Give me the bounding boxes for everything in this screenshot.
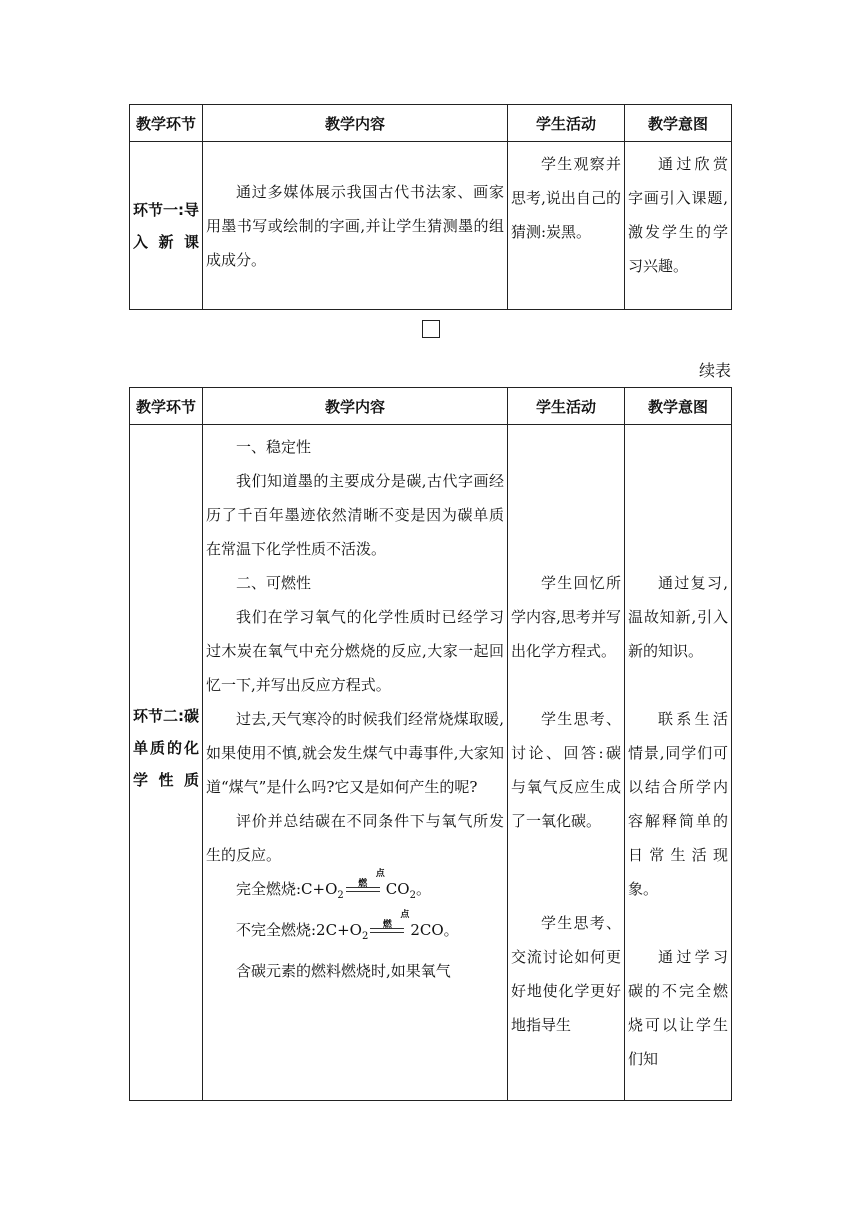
intent-cell (625, 142, 732, 310)
reaction-condition-arrow: 点燃 (370, 923, 404, 937)
activity-text: 学生思考、讨论、回答:碳与氧气反应生成了一氧化碳。 (511, 710, 621, 830)
section-heading-combustibility: 二、可燃性 (236, 574, 312, 592)
reaction-condition-arrow: 点燃 (346, 882, 380, 896)
intent-text: 通过复习,温故知新,引入新的知识。 (628, 574, 728, 660)
content-paragraph: 我们在学习氧气的化学性质时已经学习过木炭在氧气中充分燃烧的反应,大家一起回忆一下,并写出反应方程式。 (206, 608, 504, 694)
header-activity: 学生活动 (508, 388, 625, 425)
activity-text: 学生观察并思考,说出自己的猜测:炭黑。 (511, 155, 621, 241)
table-row (130, 425, 732, 1101)
intent-text: 通过学习碳的不完全燃烧可以让学生们知 (628, 948, 728, 1068)
activity-cell (508, 142, 625, 310)
intent-text: 联系生活情景,同学们可以结合所学内容解释简单的日常生活现象。 (628, 710, 728, 898)
continued-label: 续表 (698, 361, 731, 380)
table-header-row (130, 388, 732, 425)
intent-text: 通过欣赏字画引入课题,激发学生的学习兴趣。 (628, 155, 728, 275)
header-content: 教学内容 (203, 105, 508, 142)
section-heading-stability: 一、稳定性 (236, 438, 312, 456)
content-paragraph: 过去,天气寒冷的时候我们经常烧煤取暖,如果使用不慎,就会发生煤气中毒事件,大家知道“煤气”是什么吗?它又是如何产生的呢? (206, 710, 504, 796)
intent-cell (625, 425, 732, 1101)
activity-text: 学生思考、交流讨论如何更好地使化学更好地指导生 (511, 914, 621, 1034)
content-text: 通过多媒体展示我国古代书法家、画家用墨书写或绘制的字画,并让学生猜测墨的组成成分。 (206, 182, 504, 269)
header-content: 教学内容 (203, 388, 508, 425)
lesson-table-1 (129, 104, 732, 310)
lesson-table-2 (129, 387, 732, 1101)
equation-complete-combustion: 完全燃烧$:C+O_2$ 点燃 $CO_2$。 (236, 869, 431, 901)
table-row (130, 142, 732, 310)
stage-cell: 环节一:导入新课 (130, 142, 203, 310)
content-cell (203, 142, 508, 310)
header-stage: 教学环节 (130, 105, 203, 142)
activity-text: 学生回忆所学内容,思考并写出化学方程式。 (511, 574, 621, 660)
stage-cell: 环节二:碳单质的化学性质 (130, 425, 203, 1101)
activity-cell (508, 425, 625, 1101)
header-stage: 教学环节 (130, 388, 203, 425)
table-header-row (130, 105, 732, 142)
content-paragraph: 含碳元素的燃料燃烧时,如果氧气 (236, 962, 451, 980)
header-intent: 教学意图 (625, 105, 732, 142)
equation-incomplete-combustion: 不完全燃烧$:2C+O_2$ 点燃 2CO。 (236, 910, 459, 942)
header-activity: 学生活动 (508, 105, 625, 142)
content-cell (203, 425, 508, 1101)
content-paragraph: 评价并总结碳在不同条件下与氧气所发生的反应。 (206, 812, 504, 864)
content-paragraph: 我们知道墨的主要成分是碳,古代字画经历了千百年墨迹依然清晰不变是因为碳单质在常温下化学性质不活泼。 (206, 472, 504, 558)
placeholder-box (422, 320, 440, 338)
header-intent: 教学意图 (625, 388, 732, 425)
